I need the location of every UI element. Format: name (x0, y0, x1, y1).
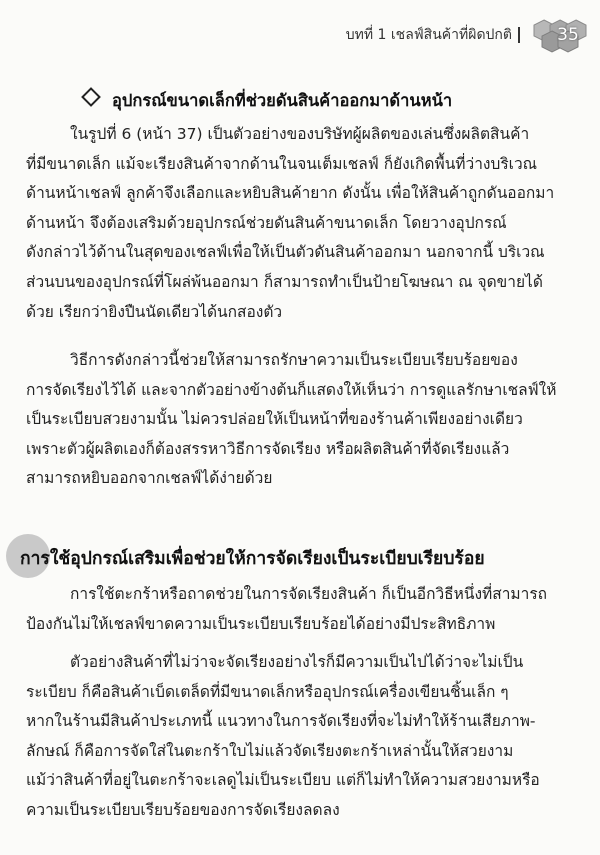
subheading-small-pusher (84, 88, 452, 114)
text-line: ระเบียบ ก็คือสินค้าเบ็ดเตล็ดที่มีขนาดเล็กหรืออุปกรณ์เครื่องเขียนชิ้นเล็ก ๆ (26, 682, 509, 701)
text-line: ด้านหน้าเชลฟ์ ลูกค้าจึงเลือกและหยิบสินค้ายาก ดังนั้น เพื่อให้สินค้าถูกดันออกมา (26, 184, 555, 203)
text-line: ความเป็นระเบียบเรียบร้อยของการจัดเรียงลดลง (26, 800, 340, 819)
text-line: เป็นระเบียบสวยงามนั้น ไม่ควรปล่อยให้เป็นหน้าที่ของร้านค้าเพียงอย่างเดียว (26, 410, 523, 429)
text-line: ดังกล่าวไว้ด้านในสุดของเชลฟ์เพื่อให้เป็นตัวดันสินค้าออกมา นอกจากนี้ บริเวณ (26, 243, 545, 262)
page-number: 35 (557, 25, 579, 45)
text-line: ด้านหน้า จึงต้องเสริมด้วยอุปกรณ์ช่วยดันสินค้าขนาดเล็ก โดยวางอุปกรณ์ (26, 213, 507, 232)
text-line: ป้องกันไม่ให้เชลฟ์ขาดความเป็นระเบียบเรียบร้อยได้อย่างมีประสิทธิภาพ (26, 614, 496, 633)
diamond-bullet-icon (81, 87, 101, 107)
running-head-divider (518, 27, 520, 43)
page-header (0, 18, 600, 54)
running-head-text: บทที่ 1 เชลฟ์สินค้าที่ผิดปกติ (345, 27, 512, 43)
section1-paragraph-1 (26, 120, 574, 327)
text-line: ในรูปที่ 6 (หน้า 37) เป็นตัวอย่างของบริษัทผู้ผลิตของเล่นซึ่งผลิตสินค้า (70, 125, 530, 143)
text-line: เพราะตัวผู้ผลิตเองก็ต้องสรรหาวิธีการจัดเรียง หรือผลิตสินค้าที่จัดเรียงแล้ว (26, 439, 510, 458)
text-line: การจัดเรียงไว้ได้ และจากตัวอย่างข้างต้นก็แสดงให้เห็นว่า การดูแลรักษาเชลฟ์ให้ (26, 380, 557, 399)
text-line: วิธีการดังกล่าวนี้ช่วยให้สามารถรักษาความเป็นระเบียบเรียบร้อยของ (70, 351, 518, 369)
text-line: หากในร้านมีสินค้าประเภทนี้ แนวทางในการจัดเรียงที่จะไม่ทำให้ร้านเสียภาพ- (26, 712, 536, 731)
section1-paragraph-2 (26, 346, 574, 494)
text-line: ด้วย เรียกว่ายิงปืนนัดเดียวได้นกสองตัว (26, 302, 283, 321)
text-line: แม้ว่าสินค้าที่อยู่ในตะกร้าจะเลดูไม่เป็นระเบียบ แต่ก็ไม่ทำให้ความสวยงามหรือ (26, 771, 540, 790)
text-line: สามารถหยิบออกจากเชลฟ์ได้ง่ายด้วย (26, 469, 273, 488)
section2-paragraph-1 (26, 580, 574, 639)
text-line: การใช้ตะกร้าหรือถาดช่วยในการจัดเรียงสินค้า ก็เป็นอีกวิธีหนึ่งที่สามารถ (70, 585, 548, 603)
running-head (346, 24, 520, 46)
section2-paragraph-2 (26, 648, 574, 826)
text-line: ตัวอย่างสินค้าที่ไม่ว่าจะจัดเรียงอย่างไรก็มีความเป็นไปได้ว่าจะไม่เป็น (70, 653, 524, 671)
section-heading: การใช้อุปกรณ์เสริมเพื่อช่วยให้การจัดเรียงเป็นระเบียบเรียบร้อย (20, 549, 485, 569)
text-line: ส่วนบนของอุปกรณ์ที่โผล่พ้นออกมา ก็สามารถทำเป็นป้ายโฆษณา ณ จุดขายได้ (26, 272, 543, 291)
subheading-text: อุปกรณ์ขนาดเล็กที่ช่วยดันสินค้าออกมาด้านหน้า (112, 91, 453, 110)
section2-heading-block (6, 534, 596, 578)
text-line: ที่มีขนาดเล็ก แม้จะเรียงสินค้าจากด้านในจนเต็มเชลฟ์ ก็ยังเกิดพื้นที่ว่างบริเวณ (26, 154, 538, 173)
text-line: ลักษณ์ ก็คือการจัดใส่ในตะกร้าใบไม่แล้วจัดเรียงตะกร้าเหล่านั้นให้สวยงาม (26, 741, 514, 760)
